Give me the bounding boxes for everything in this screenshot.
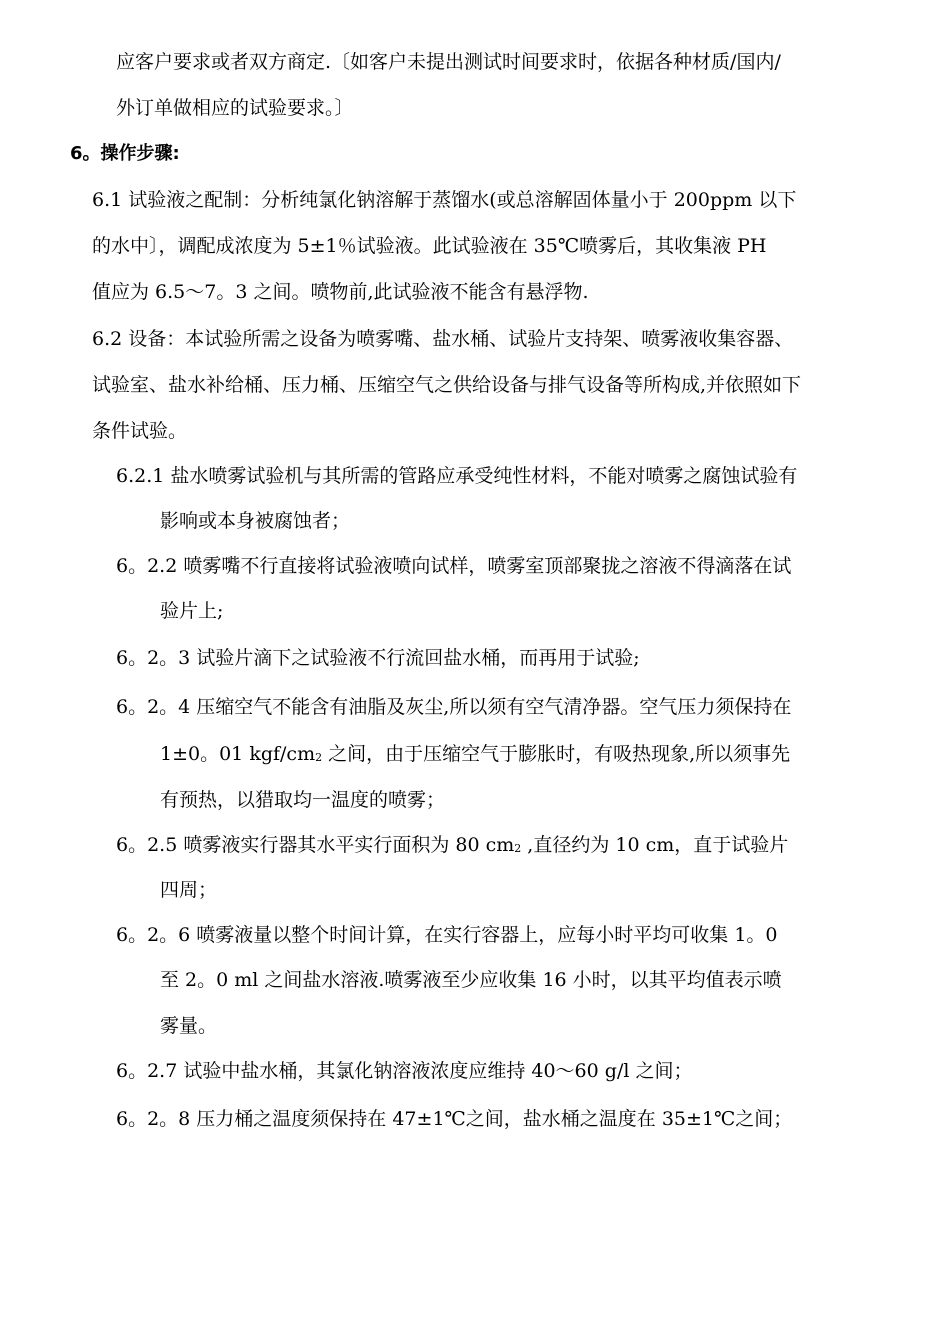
item-6-2-7-line-1: 6。2.7 试验中盐水桶，其氯化钠溶液浓度应维持 40～60 g/l 之间； <box>116 1060 693 1082</box>
item-6-2-8-line-1: 6。2。8 压力桶之温度须保持在 47±1℃之间，盐水桶之温度在 35±1℃之间； <box>116 1108 793 1130</box>
item-6-2-3-line-1: 6。2。3 试验片滴下之试验液不行流回盐水桶，而再用于试验; <box>116 647 640 669</box>
intro-line-2: 外订单做相应的试验要求。〕 <box>116 97 354 119</box>
item-6-2-line-3: 条件试验。 <box>92 420 188 442</box>
item-6-2-6-line-1: 6。2。6 喷雾液量以整个时间计算，在实行容器上，应每小时平均可收集 1。0 <box>116 924 778 946</box>
item-6-2-2-line-1: 6。2.2 喷雾嘴不行直接将试验液喷向试样，喷雾室顶部聚拢之溶液不得滴落在试 <box>116 555 792 577</box>
item-6-1-line-3: 值应为 6.5～7。3 之间。喷物前,此试验液不能含有悬浮物. <box>92 281 589 303</box>
section-6-heading: 6。操作步骤: <box>70 143 180 164</box>
item-6-1-line-1: 6.1 试验液之配制：分析纯氯化钠溶解于蒸馏水(或总溶解固体量小于 200ppm 以下 <box>92 189 797 211</box>
item-6-2-4-superscript: 2 <box>315 751 323 764</box>
item-6-2-5-line-2: 四周； <box>160 879 218 901</box>
item-6-2-line-1: 6.2 设备：本试验所需之设备为喷雾嘴、盐水桶、试验片支持架、喷雾液收集容器、 <box>92 328 794 350</box>
item-6-2-4-line-3: 有预热，以猎取均一温度的喷雾； <box>160 789 446 811</box>
item-6-1-line-2: 的水中〕，调配成浓度为 5±1％试验液。此试验液在 35℃喷雾后，其收集液 PH <box>92 235 767 257</box>
item-6-2-4-line-2 <box>160 740 790 771</box>
item-6-2-2-line-2: 验片上; <box>160 600 224 622</box>
item-6-2-1-line-2: 影响或本身被腐蚀者； <box>160 510 351 532</box>
intro-line-1: 应客户要求或者双方商定.〔如客户未提出测试时间要求时，依据各种材质/国内/ <box>116 51 781 73</box>
item-6-2-5-line-1-text-b: ,直径约为 10 cm，直于试验片 <box>521 834 789 856</box>
item-6-2-5-line-1 <box>116 831 788 862</box>
item-6-2-6-line-2: 至 2。0 ml 之间盐水溶液.喷雾液至少应收集 16 小时，以其平均值表示喷 <box>160 969 782 991</box>
item-6-2-4-line-1: 6。2。4 压缩空气不能含有油脂及灰尘,所以须有空气清净器。空气压力须保持在 <box>116 696 792 718</box>
item-6-2-6-line-3: 雾量。 <box>160 1015 218 1037</box>
item-6-2-4-line-2-text-b: 之间，由于压缩空气于膨胀时，有吸热现象,所以须事先 <box>322 743 791 765</box>
item-6-2-1-line-1: 6.2.1 盐水喷雾试验机与其所需的管路应承受纯性材料，不能对喷雾之腐蚀试验有 <box>116 465 798 487</box>
item-6-2-5-superscript: 2 <box>514 842 522 855</box>
item-6-2-line-2: 试验室、盐水补给桶、压力桶、压缩空气之供给设备与排气设备等所构成,并依照如下 <box>92 374 802 396</box>
item-6-2-5-line-1-text-a: 6。2.5 喷雾液实行器其水平实行面积为 80 cm <box>116 834 515 856</box>
item-6-2-4-line-2-text-a: 1±0。01 kgf/cm <box>160 743 316 765</box>
